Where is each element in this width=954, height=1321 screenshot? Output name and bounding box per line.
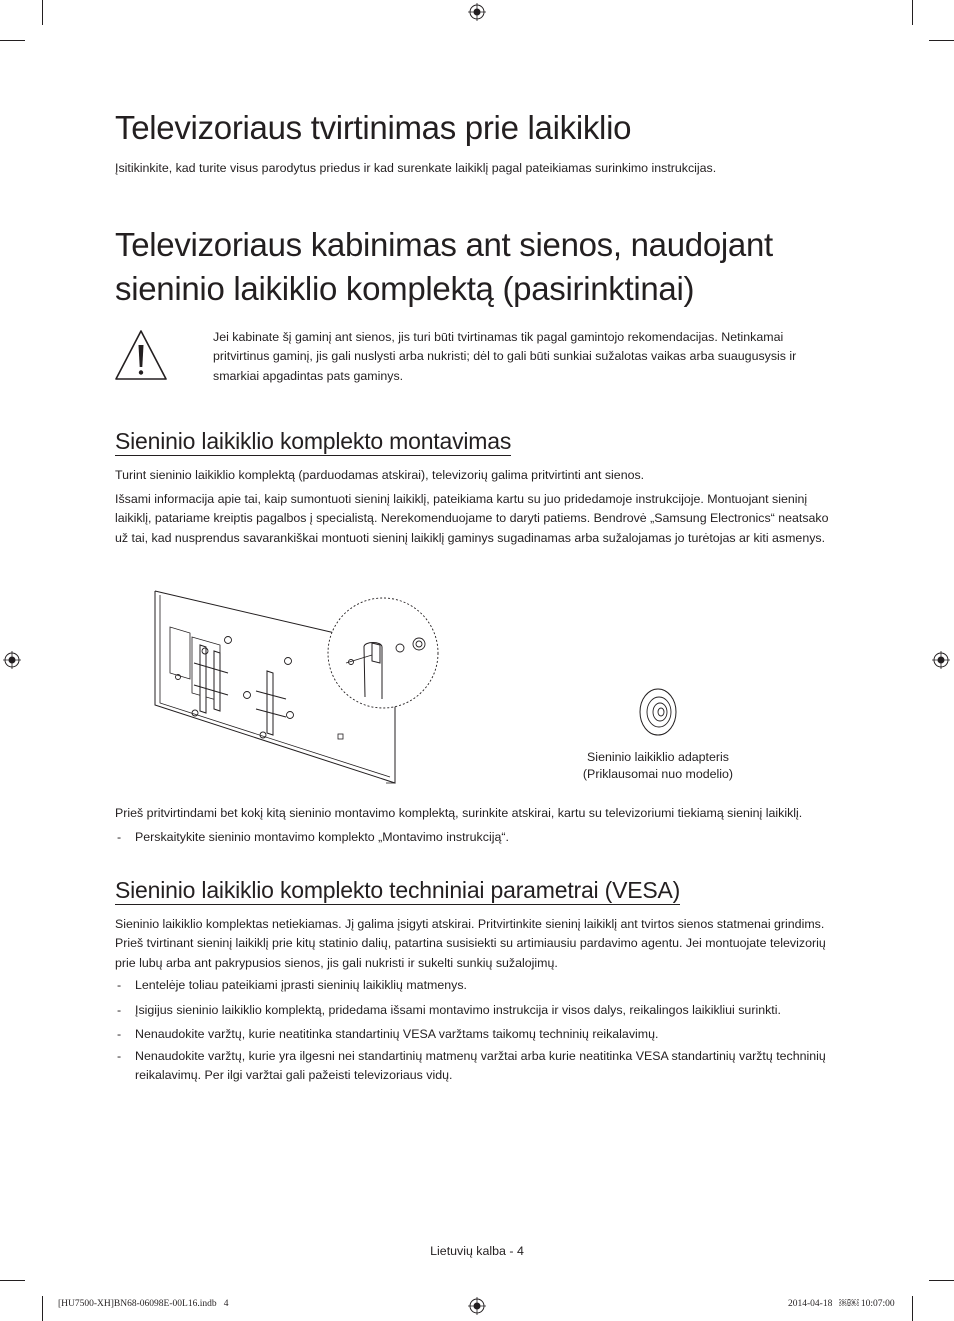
wall-mount-adapter-icon <box>636 686 680 738</box>
vesa-para: Sieninio laikiklio komplektas netiekiamas. Jį galima įsigyti atskirai. Pritvirtinkite sieninį laikiklį ant tvirtos sienos statmenai grindims. Prieš tvirtinant sieninį laikiklį prie kitų statinio dalių, patartina susisiekti su artimiausiu pardavimo agentu. Jei montuojate televizorių prie lubų arba ant pakrypusios sienos, jis gali nukristi ir sukelti sunkių sužalojimų. <box>115 917 826 970</box>
list-item: - Perskaitykite sieninio montavimo komplekto „Montavimo instrukciją“. <box>117 830 509 844</box>
mount-para3: Prieš pritvirtindami bet kokį kitą sieninio montavimo komplektą, surinkite atskirai, kartu su televizoriumi tiekiamą sieninį laikiklį. <box>115 806 803 820</box>
tv-bracket-illustration <box>150 585 445 790</box>
vesa-heading: Sieninio laikiklio komplekto techniniai parametrai (VESA) <box>115 877 681 903</box>
page-number: Lietuvių kalba - 4 <box>430 1244 524 1258</box>
crop-mark <box>0 1280 25 1281</box>
crop-mark <box>929 1280 954 1281</box>
adapter-caption-line2: (Priklausomai nuo modelio) <box>582 767 734 781</box>
crop-mark <box>42 0 43 25</box>
section-title-line2: sieninio laikiklio komplektą (pasirinktinai) <box>115 270 695 307</box>
list-item: - Įsigijus sieninio laikiklio komplektą, pridedama išsami montavimo instrukcija ir visos dalys, reikalingos laikikliui surinkti. <box>117 1003 781 1017</box>
mount-heading: Sieninio laikiklio komplekto montavimas <box>115 428 512 454</box>
intro-text: Įsitikinkite, kad turite visus parodytus priedus ir kad surenkate laikiklį pagal pateikiamas surinkimo instrukcijas. <box>115 161 717 175</box>
list-item: - Lentelėje toliau pateikiami įprasti sieninių laikiklių matmenys. <box>117 978 467 992</box>
warning-text: Jei kabinate šį gaminį ant sienos, jis turi būti tvirtinamas tik pagal gamintojo rekomendacijas. Netinkamai pritvirtinus gaminį, jis gali nuslysti arba nukristi; dėl to gali būti sunkiai sužalotas vaikas arba suaugusysis ir smarkiai apgadintas pats gaminys. <box>213 330 797 383</box>
crop-mark <box>912 0 913 25</box>
crop-mark <box>42 1296 43 1321</box>
registration-mark-icon <box>468 1297 486 1315</box>
crop-mark <box>0 40 25 41</box>
page-title: Televizoriaus tvirtinimas prie laikiklio <box>115 109 632 146</box>
registration-mark-icon <box>468 3 486 21</box>
crop-mark <box>912 1296 913 1321</box>
section-title-line1: Televizoriaus kabinimas ant sienos, naudojant <box>115 226 773 263</box>
list-item: - Nenaudokite varžtų, kurie yra ilgesni nei standartinių matmenų varžtai arba kurie neatitinka VESA standartinių varžtų techninių reikalavimų. Per ilgi varžtai gali pažeisti televizoriaus vidų. <box>117 1049 826 1083</box>
crop-mark <box>929 40 954 41</box>
registration-mark-icon <box>3 651 21 669</box>
list-item: - Nenaudokite varžtų, kurie neatitinka standartinių VESA varžtams taikomų techninių reikalavimų. <box>117 1027 659 1041</box>
warning-triangle-icon <box>113 327 169 383</box>
mount-para1: Turint sieninio laikiklio komplektą (parduodamas atskirai), televizorių galima pritvirtinti ant sienos. <box>115 468 645 482</box>
adapter-caption-line1: Sieninio laikiklio adapteris <box>587 750 729 764</box>
date-slug: 2014-04-18 ￼￼ 10:07:00 <box>788 1299 895 1309</box>
registration-mark-icon <box>932 651 950 669</box>
file-slug: [HU7500-XH]BN68-06098E-00L16.indb 4 <box>58 1299 229 1309</box>
mount-para2: Išsami informacija apie tai, kaip sumontuoti sieninį laikiklį, pateikiama kartu su juo pridedamoje instrukcijoje. Montuojant sieninį laikiklį, patariame kreiptis pagalbos į specialistą. Nerekomenduojame to daryti patiems. Bendrovė „Samsung Electronics“ neatsako už tai, kad nusprendus savarankiškai montuoti sieninį laikiklį gaminys sugadinamas arba sužalojamas jo turėtojas ar kiti asmenys. <box>115 492 829 545</box>
